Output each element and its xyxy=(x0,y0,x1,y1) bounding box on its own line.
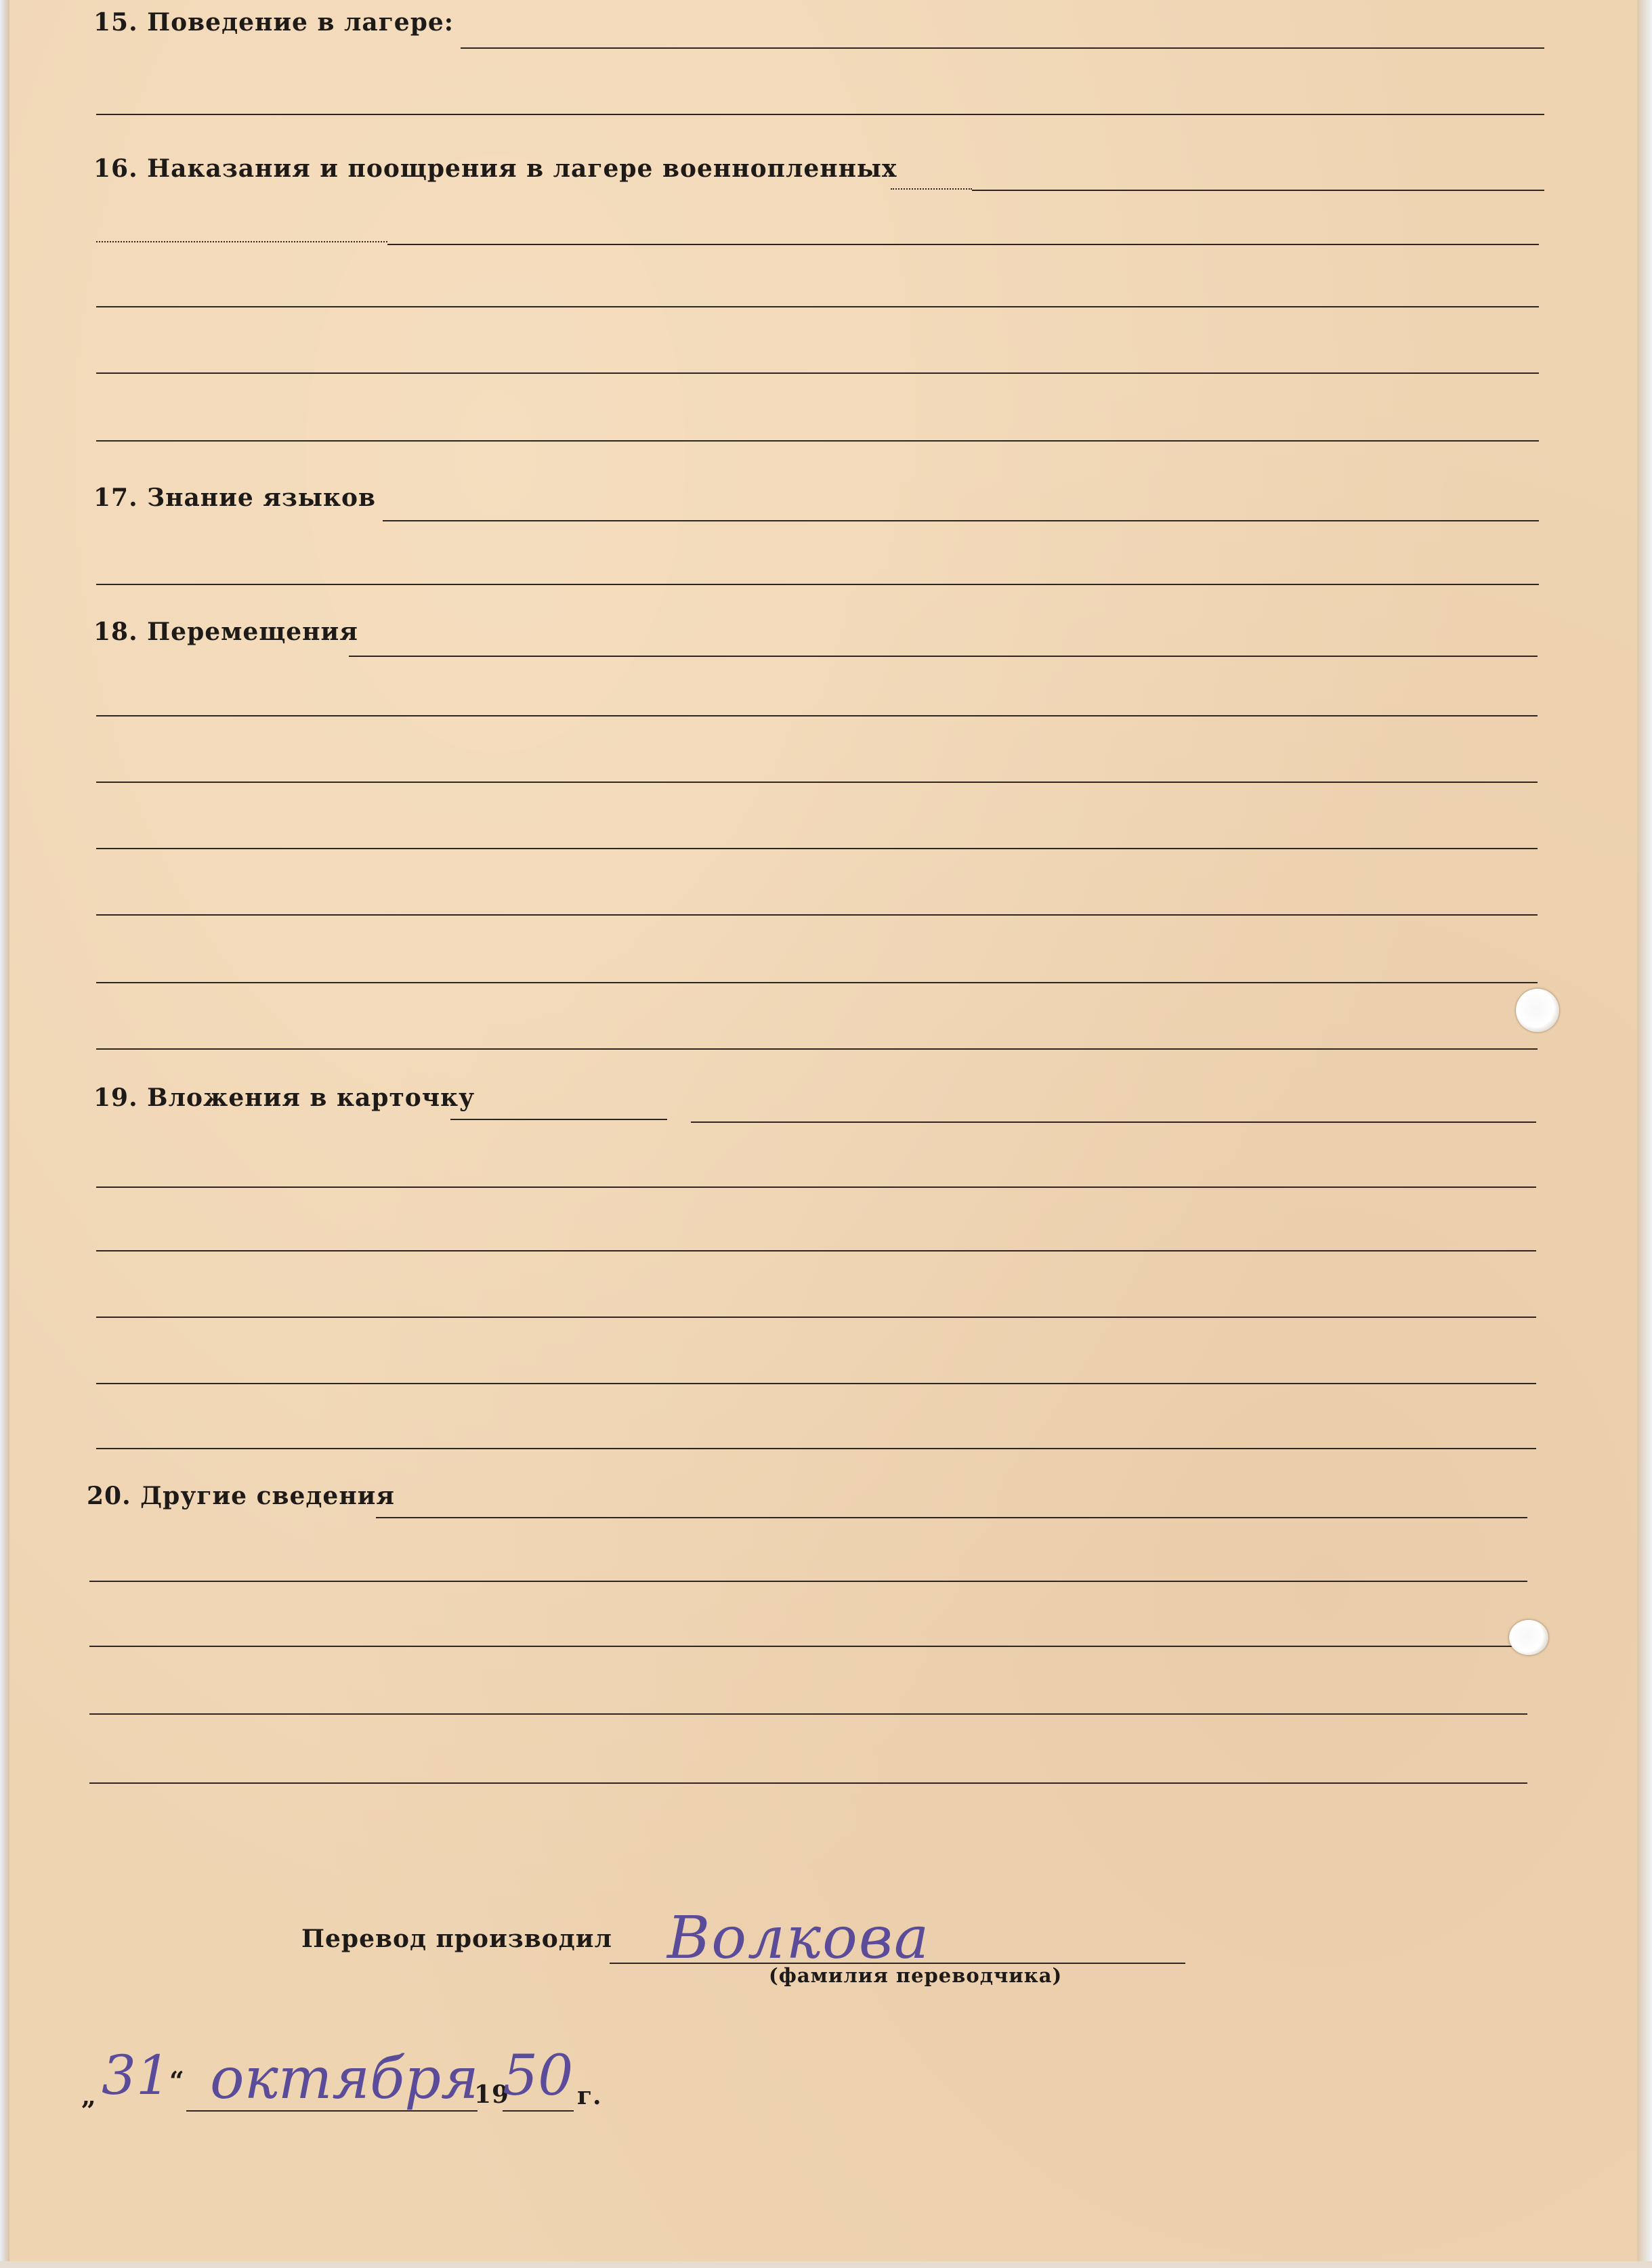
date-open-quote: „ xyxy=(81,2080,96,2111)
item-16-line[interactable] xyxy=(387,244,1539,245)
date-year-line[interactable] xyxy=(503,2110,574,2112)
item-16-line[interactable] xyxy=(96,306,1539,307)
item-20-line[interactable] xyxy=(89,1782,1527,1784)
item-19-line[interactable] xyxy=(450,1119,667,1120)
item-20-line[interactable] xyxy=(89,1646,1527,1647)
item-16-line[interactable] xyxy=(96,372,1539,374)
date-month[interactable]: октября xyxy=(210,2045,479,2112)
item-19-line[interactable] xyxy=(96,1448,1536,1449)
date-year-mark: г. xyxy=(577,2082,602,2110)
item-20-line[interactable] xyxy=(89,1581,1527,1582)
scan-edge-bottom xyxy=(0,2261,1652,2268)
item-17-line[interactable] xyxy=(96,584,1539,585)
item-19-line[interactable] xyxy=(96,1383,1536,1384)
item-20-line[interactable] xyxy=(89,1713,1527,1715)
item-18-line[interactable] xyxy=(96,982,1538,983)
date-day[interactable]: 31 xyxy=(102,2044,171,2107)
item-18-line[interactable] xyxy=(96,848,1538,849)
translator-label: Перевод производил xyxy=(301,1925,612,1953)
punch-hole xyxy=(1516,989,1559,1032)
item-19-line[interactable] xyxy=(96,1250,1536,1251)
item-19-line[interactable] xyxy=(691,1121,1536,1123)
item-18-line[interactable] xyxy=(96,1048,1538,1050)
item-16-line-dotted xyxy=(96,241,387,242)
item-17-label: 17. Знание языков xyxy=(93,484,376,512)
punch-hole xyxy=(1509,1620,1548,1655)
translator-signature: Волкова xyxy=(667,1904,931,1972)
item-18-line[interactable] xyxy=(96,914,1538,916)
date-close-quote: “ xyxy=(169,2066,184,2096)
item-16-line-dotted xyxy=(891,188,972,190)
item-15-line[interactable] xyxy=(96,114,1544,115)
item-15-label: 15. Поведение в лагере: xyxy=(93,8,454,37)
item-19-line[interactable] xyxy=(96,1186,1536,1188)
date-year-suffix[interactable]: 50 xyxy=(503,2044,574,2108)
item-16-label: 16. Наказания и поощрения в лагере военнопленных xyxy=(93,154,897,183)
item-18-label: 18. Перемещения xyxy=(93,618,358,646)
translator-caption: (фамилия переводчика) xyxy=(769,1964,1063,1987)
item-15-line[interactable] xyxy=(461,47,1544,49)
item-18-line[interactable] xyxy=(96,782,1538,783)
item-16-line[interactable] xyxy=(96,440,1539,442)
item-18-line[interactable] xyxy=(349,656,1538,657)
item-18-line[interactable] xyxy=(96,715,1538,716)
date-year-prefix: 19 xyxy=(474,2080,510,2109)
item-17-line[interactable] xyxy=(383,520,1539,521)
item-20-line[interactable] xyxy=(376,1517,1527,1518)
scan-edge-right xyxy=(1637,0,1652,2268)
item-19-label: 19. Вложения в карточку xyxy=(93,1084,475,1112)
item-20-label: 20. Другие сведения xyxy=(87,1482,395,1510)
item-16-line[interactable] xyxy=(972,190,1544,191)
item-19-line[interactable] xyxy=(96,1317,1536,1318)
scan-edge-left xyxy=(0,0,9,2268)
